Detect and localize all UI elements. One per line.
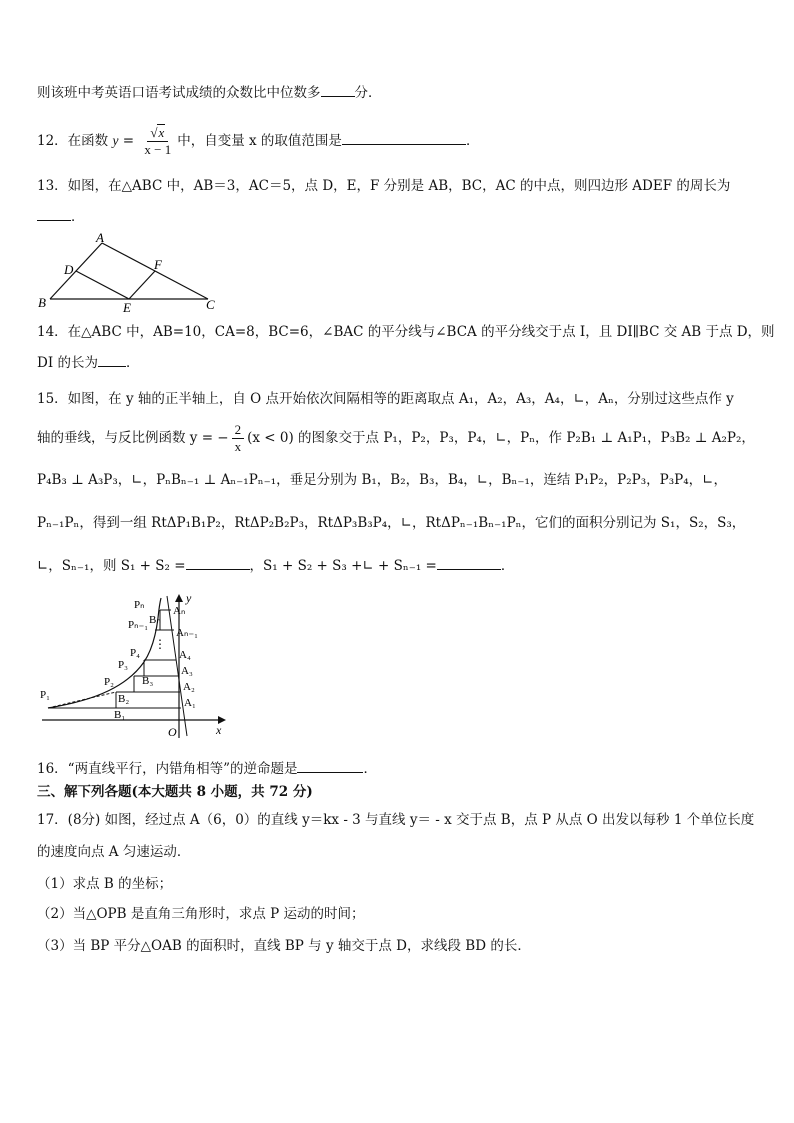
answer-blank[interactable] — [342, 130, 466, 145]
q17-part-2: （2）当△OPB 是直角三角形时，求点 P 运动的时间； — [37, 906, 365, 922]
label-p1: P₁ — [40, 689, 50, 701]
line-q15-d — [37, 513, 745, 533]
hyperbola-figure — [38, 590, 228, 742]
q12-text: 12．在函数 — [37, 133, 109, 149]
label-pn: Pₙ — [134, 599, 145, 611]
label-b2: B₂ — [118, 693, 130, 705]
line-q16 — [37, 758, 377, 779]
q16-text: 16．“两直线平行，内错角相等”的逆命题是 — [37, 761, 298, 777]
q12-eq: = — [118, 133, 139, 149]
q13-end: ． — [71, 209, 85, 225]
answer-blank[interactable] — [186, 555, 250, 570]
section-3-heading — [37, 782, 313, 802]
segment-ef — [129, 271, 155, 299]
q14-text-b: DI 的长为 — [37, 355, 98, 371]
q16-end: ． — [363, 761, 377, 777]
line-q15-a — [37, 389, 734, 409]
q15-text-e2: ，S₁ + S₂ + S₃ +∟ + Sₙ₋₁ = — [249, 558, 437, 574]
line-q15-c — [37, 470, 727, 490]
label-x-axis: x — [216, 723, 222, 737]
triangle-figure — [36, 232, 218, 312]
q12-denominator: x − 1 — [144, 142, 172, 157]
answer-blank[interactable] — [297, 758, 363, 773]
line-q12 — [37, 122, 479, 160]
line-q17-c — [37, 874, 172, 894]
label-a: A — [96, 232, 104, 245]
q12-y: y — [112, 133, 119, 148]
q14-end: ． — [125, 355, 140, 371]
q15-numerator: 2 — [232, 422, 245, 439]
label-b: B — [38, 295, 46, 310]
q17-part-3: （3）当 BP 平分△OAB 的面积时，直线 BP 与 y 轴交于点 D，求线段 BD 的长． — [37, 938, 531, 954]
segment-de — [76, 271, 129, 299]
label-p2: P₂ — [104, 676, 114, 688]
label-c: C — [206, 297, 215, 312]
label-a3: A₃ — [181, 665, 193, 677]
label-e: E — [123, 300, 131, 312]
line-q13b — [37, 206, 85, 227]
vertical-dots: ⋮ — [154, 637, 166, 651]
line-q15-e — [37, 555, 514, 576]
q17-text-a: 17．(8分) 如图，经过点 A（6，0）的直线 y＝kx - 3 与直线 y＝ - x 交于点 B，点 P 从点 O 出发以每秒 1 个单位长度 — [37, 812, 755, 828]
line-q11-tail — [37, 82, 382, 103]
q15-text-e1: ∟，Sₙ₋₁，则 S₁ + S₂ = — [37, 558, 186, 574]
q12-radicand: x — [158, 125, 165, 140]
label-origin: O — [168, 725, 177, 739]
sqrt-symbol: √x — [150, 125, 165, 140]
q12-fraction — [141, 125, 174, 158]
q15-text-c: P₄B₃ ⊥ A₃P₃，∟，PₙBₙ₋₁ ⊥ Aₙ₋₁Pₙ₋₁，垂足分别为 B₁，B₂，B₃，B₄，∟，Bₙ₋₁，连结 P₁P₂，P₂P₃，P₃P₄，∟， — [37, 472, 727, 488]
label-a4: A₄ — [179, 649, 191, 661]
answer-blank[interactable] — [37, 206, 71, 221]
label-an1: Aₙ₋₁ — [176, 627, 198, 639]
answer-blank[interactable] — [321, 82, 355, 97]
q17-part-1: （1）求点 B 的坐标； — [37, 876, 173, 892]
line-q13 — [37, 176, 730, 196]
q15-fraction — [232, 422, 245, 455]
label-b1: B₁ — [114, 709, 126, 721]
q15-denominator: x — [234, 439, 242, 454]
line-q15-b — [37, 420, 755, 456]
q11-text-end: 分． — [354, 85, 382, 101]
q15-text-d: Pₙ₋₁Pₙ，得到一组 RtΔP₁B₁P₂，RtΔP₂B₂P₃，RtΔP₃B₃P₄，∟，RtΔPₙ₋₁Bₙ₋₁Pₙ，它们的面积分别记为 S₁，S₂，S₃， — [37, 515, 746, 531]
label-p3: P₃ — [118, 659, 128, 671]
q12-numerator — [147, 125, 168, 142]
q14-text: 14．在△ABC 中，AB=10，CA=8，BC=6，∠BAC 的平分线与∠BCA 的平分线交于点 I，且 DI∥BC 交 AB 于点 D，则 — [37, 324, 775, 340]
q17-text-b: 的速度向点 A 匀速运动． — [37, 844, 191, 860]
line-q14 — [37, 322, 775, 342]
label-f: F — [154, 257, 162, 272]
q11-text: 则该班中考英语口语考试成绩的众数比中位数多 — [37, 85, 321, 101]
q15-end: ． — [500, 558, 515, 574]
line-q17-e — [37, 936, 531, 956]
q12-end: ． — [465, 133, 480, 149]
line-q17-b — [37, 842, 190, 862]
q13-text: 13．如图，在△ABC 中，AB＝3，AC＝5，点 D，E，F 分别是 AB，BC，AC 的中点，则四边形 ADEF 的周长为 — [37, 178, 731, 194]
q15-text-b1: 轴的垂线，与反比例函数 y = − — [37, 430, 229, 446]
label-an: Aₙ — [173, 605, 186, 617]
section-3-title: 三、解下列各题(本大题共 8 小题，共 72 分) — [37, 784, 313, 800]
q15-text-b2: (x < 0) 的图象交于点 P₁，P₂，P₃，P₄，∟，Pₙ，作 P₂B₁ ⊥ A₁P₁，P₃B₂ ⊥ A₂P₂， — [247, 430, 755, 446]
label-bn: Bₙ — [149, 614, 161, 626]
answer-blank[interactable] — [98, 352, 126, 367]
line-q17-d — [37, 904, 365, 924]
line-q14b — [37, 352, 139, 373]
label-p4: P₄ — [130, 647, 140, 659]
q15-text-a: 15．如图，在 y 轴的正半轴上，自 O 点开始依次间隔相等的距离取点 A₁，A₂，A₃，A₄，∟，Aₙ，分别过这些点作 y — [37, 391, 734, 407]
label-d: D — [64, 262, 74, 277]
label-pn1: Pₙ₋₁ — [128, 619, 149, 631]
q12-text-b: 中，自变量 x 的取值范围是 — [177, 133, 342, 149]
line-q17-a — [37, 810, 754, 830]
label-a2: A₂ — [183, 681, 195, 693]
label-a1: A₁ — [184, 697, 196, 709]
label-y-axis: y — [186, 591, 192, 605]
answer-blank[interactable] — [437, 555, 501, 570]
y-axis-arrow — [175, 594, 183, 602]
label-b3: B₃ — [142, 675, 154, 687]
